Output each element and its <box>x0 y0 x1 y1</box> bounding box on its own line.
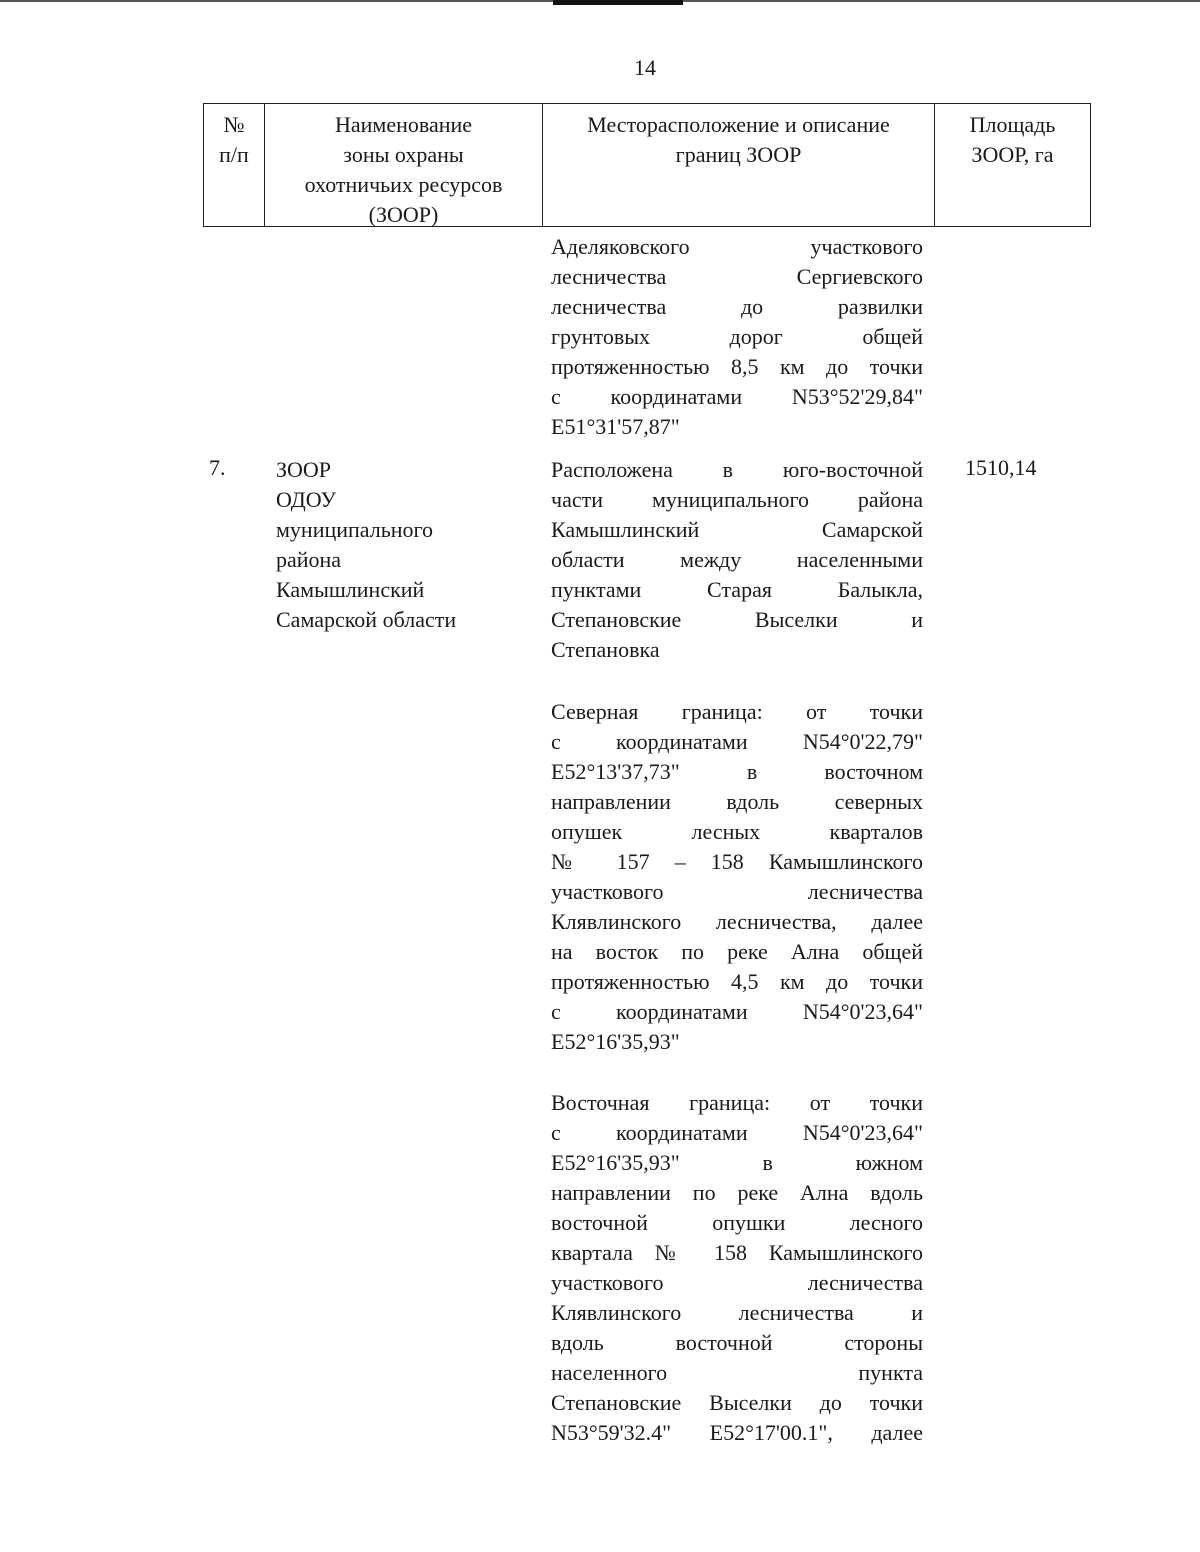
scan-mark <box>553 0 683 5</box>
text-line: Северная граница: от точки <box>551 699 923 724</box>
north-boundary-description <box>551 697 923 1057</box>
continuation-description <box>551 232 923 442</box>
zone-area: 1510,14 <box>965 455 1037 480</box>
header-text: Площадь <box>969 112 1056 137</box>
zone-name-line: ЗООР <box>276 457 332 482</box>
text-line: направлении вдоль северных <box>551 789 923 814</box>
text-line: протяженностью 4,5 км до точки <box>551 969 923 994</box>
text-line: E52°16'35,93" <box>551 1029 680 1054</box>
text-line: части муниципального района <box>551 487 923 512</box>
text-line: Степановка <box>551 637 660 662</box>
text-line: E51°31'57,87" <box>551 414 680 439</box>
zone-name-line: Самарской области <box>276 607 457 632</box>
text-line: Камышлинский Самарской <box>551 517 923 542</box>
text-line: пунктами Старая Балыкла, <box>551 577 923 602</box>
text-line: направлении по реке Ална вдоль <box>551 1180 923 1205</box>
zone-name-line: района <box>276 547 342 572</box>
header-col-area <box>935 104 1090 226</box>
header-col-number <box>204 104 265 226</box>
text-line: Степановские Выселки до точки <box>551 1390 923 1415</box>
text-line: населенного пункта <box>551 1360 923 1385</box>
header-col-name <box>265 104 543 226</box>
text-line: протяженностью 8,5 км до точки <box>551 354 923 379</box>
text-line: восточной опушки лесного <box>551 1210 923 1235</box>
text-line: E52°16'35,93" в южном <box>551 1150 923 1175</box>
zone-name-line: ОДОУ <box>276 487 337 512</box>
zone-intro-description <box>551 455 923 665</box>
text-line: опушек лесных кварталов <box>551 819 923 844</box>
text-line: участкового лесничества <box>551 879 923 904</box>
header-text: № <box>223 112 245 137</box>
header-col-location <box>543 104 935 226</box>
text-line: области между населенными <box>551 547 923 572</box>
text-line: Степановские Выселки и <box>551 607 923 632</box>
text-line: квартала № 158 Камышлинского <box>551 1240 923 1265</box>
header-text: Месторасположение и описание <box>587 112 890 137</box>
text-line: Клявлинского лесничества и <box>551 1300 923 1325</box>
text-line: с координатами N54°0'22,79" <box>551 729 923 754</box>
text-line: № 157 – 158 Камышлинского <box>551 849 923 874</box>
text-line: грунтовых дорог общей <box>551 324 923 349</box>
text-line: Клявлинского лесничества, далее <box>551 909 923 934</box>
zone-name <box>276 455 516 635</box>
row-number: 7. <box>209 455 226 480</box>
text-line: E52°13'37,73" в восточном <box>551 759 923 784</box>
text-line: Расположена в юго-восточной <box>551 457 923 482</box>
header-text: п/п <box>219 142 249 167</box>
zone-name-line: муниципального <box>276 517 434 542</box>
text-line: с координатами N54°0'23,64" <box>551 999 923 1024</box>
text-line: на восток по реке Ална общей <box>551 939 923 964</box>
page-number: 14 <box>634 55 656 80</box>
text-line: с координатами N53°52'29,84" <box>551 384 923 409</box>
text-line: с координатами N54°0'23,64" <box>551 1120 923 1145</box>
table-header <box>203 103 1091 227</box>
header-text: (ЗООР) <box>368 202 439 227</box>
text-line: лесничества Сергиевского <box>551 264 923 289</box>
header-text: Наименование <box>334 112 473 137</box>
header-text: границ ЗООР <box>675 142 802 167</box>
header-text: охотничьих ресурсов <box>304 172 503 197</box>
text-line: лесничества до развилки <box>551 294 923 319</box>
text-line: Аделяковского участкового <box>551 234 923 259</box>
east-boundary-description <box>551 1088 923 1448</box>
text-line: Восточная граница: от точки <box>551 1090 923 1115</box>
text-line: N53°59'32.4" E52°17'00.1", далее <box>551 1420 923 1445</box>
header-text: ЗООР, га <box>971 142 1054 167</box>
zone-name-line: Камышлинский <box>276 577 425 602</box>
header-text: зоны охраны <box>343 142 464 167</box>
text-line: участкового лесничества <box>551 1270 923 1295</box>
text-line: вдоль восточной стороны <box>551 1330 923 1355</box>
